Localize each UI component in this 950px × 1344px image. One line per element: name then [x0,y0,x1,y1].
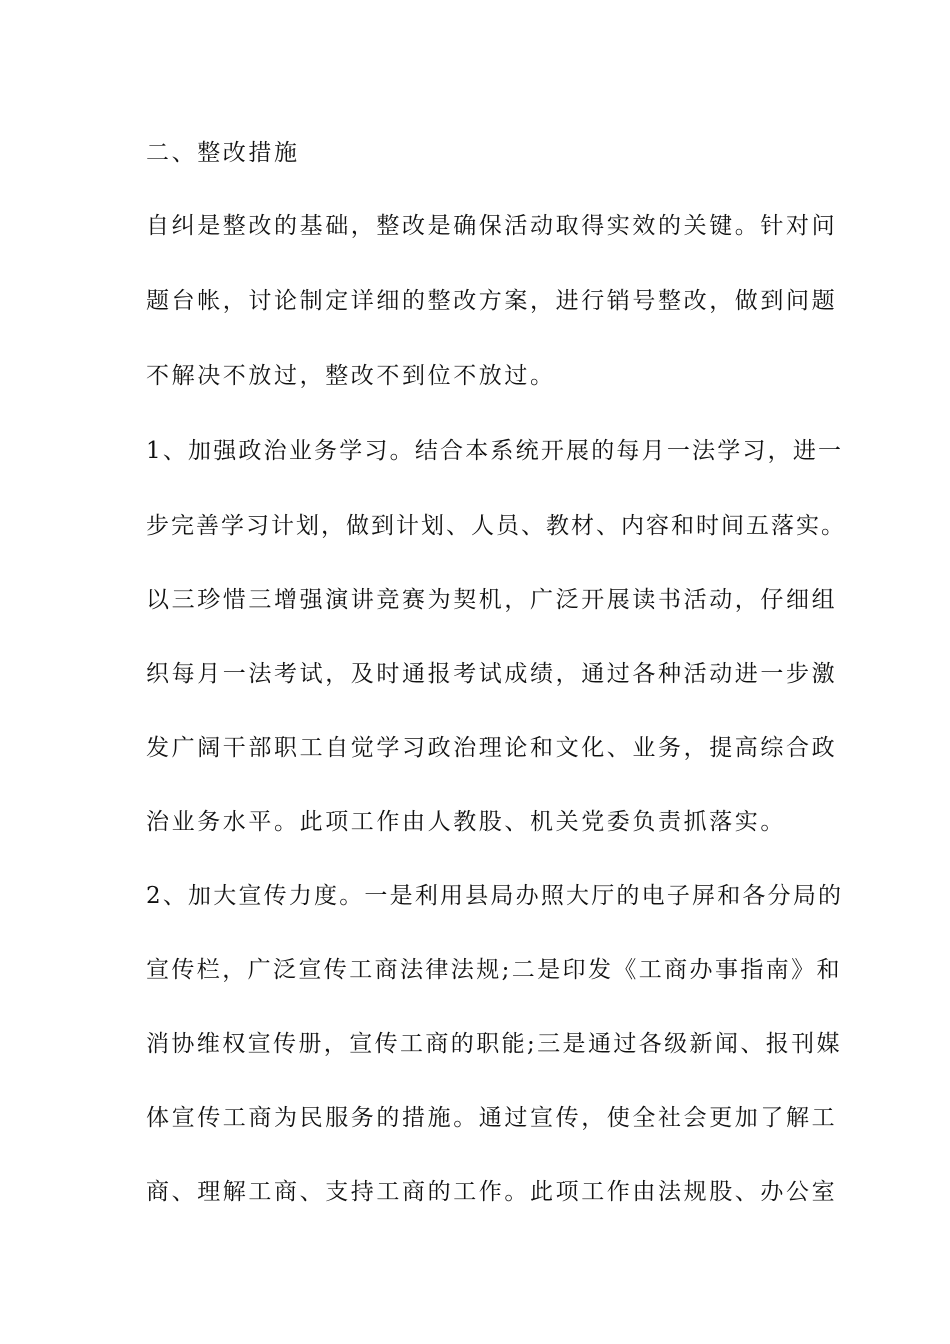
paragraph-line: 步完善学习计划，做到计划、人员、教材、内容和时间五落实。 [146,513,846,539]
paragraph-line: 1、加强政治业务学习。结合本系统开展的每月一法学习，进一 [146,438,844,464]
paragraph-line: 织每月一法考试，及时通报考试成绩，通过各种活动进一步激 [146,661,838,687]
paragraph-line: 体宣传工商为民服务的措施。通过宣传，使全社会更加了解工 [146,1105,838,1131]
paragraph-line: 题台帐，讨论制定详细的整改方案，进行销号整改，做到问题 [146,288,838,314]
paragraph-line: 治业务水平。此项工作由人教股、机关党委负责抓落实。 [146,809,786,835]
paragraph-line: 消协维权宣传册，宣传工商的职能;三是通过各级新闻、报刊媒 [146,1031,842,1057]
paragraph-line: 以三珍惜三增强演讲竞赛为契机，广泛开展读书活动，仔细组 [146,587,838,613]
paragraph-line: 不解决不放过，整改不到位不放过。 [146,363,556,389]
paragraph-line: 发广阔干部职工自觉学习政治理论和文化、业务，提高综合政 [146,735,838,761]
paragraph-line: 自纠是整改的基础，整改是确保活动取得实效的关键。针对问 [146,213,838,239]
paragraph-line: 商、理解工商、支持工商的工作。此项工作由法规股、办公室 [146,1179,838,1205]
section-heading: 二、整改措施 [146,140,300,166]
paragraph-line: 2、加大宣传力度。一是利用县局办照大厅的电子屏和各分局的 [146,883,844,909]
paragraph-line: 宣传栏，广泛宣传工商法律法规;二是印发《工商办事指南》和 [146,957,842,983]
